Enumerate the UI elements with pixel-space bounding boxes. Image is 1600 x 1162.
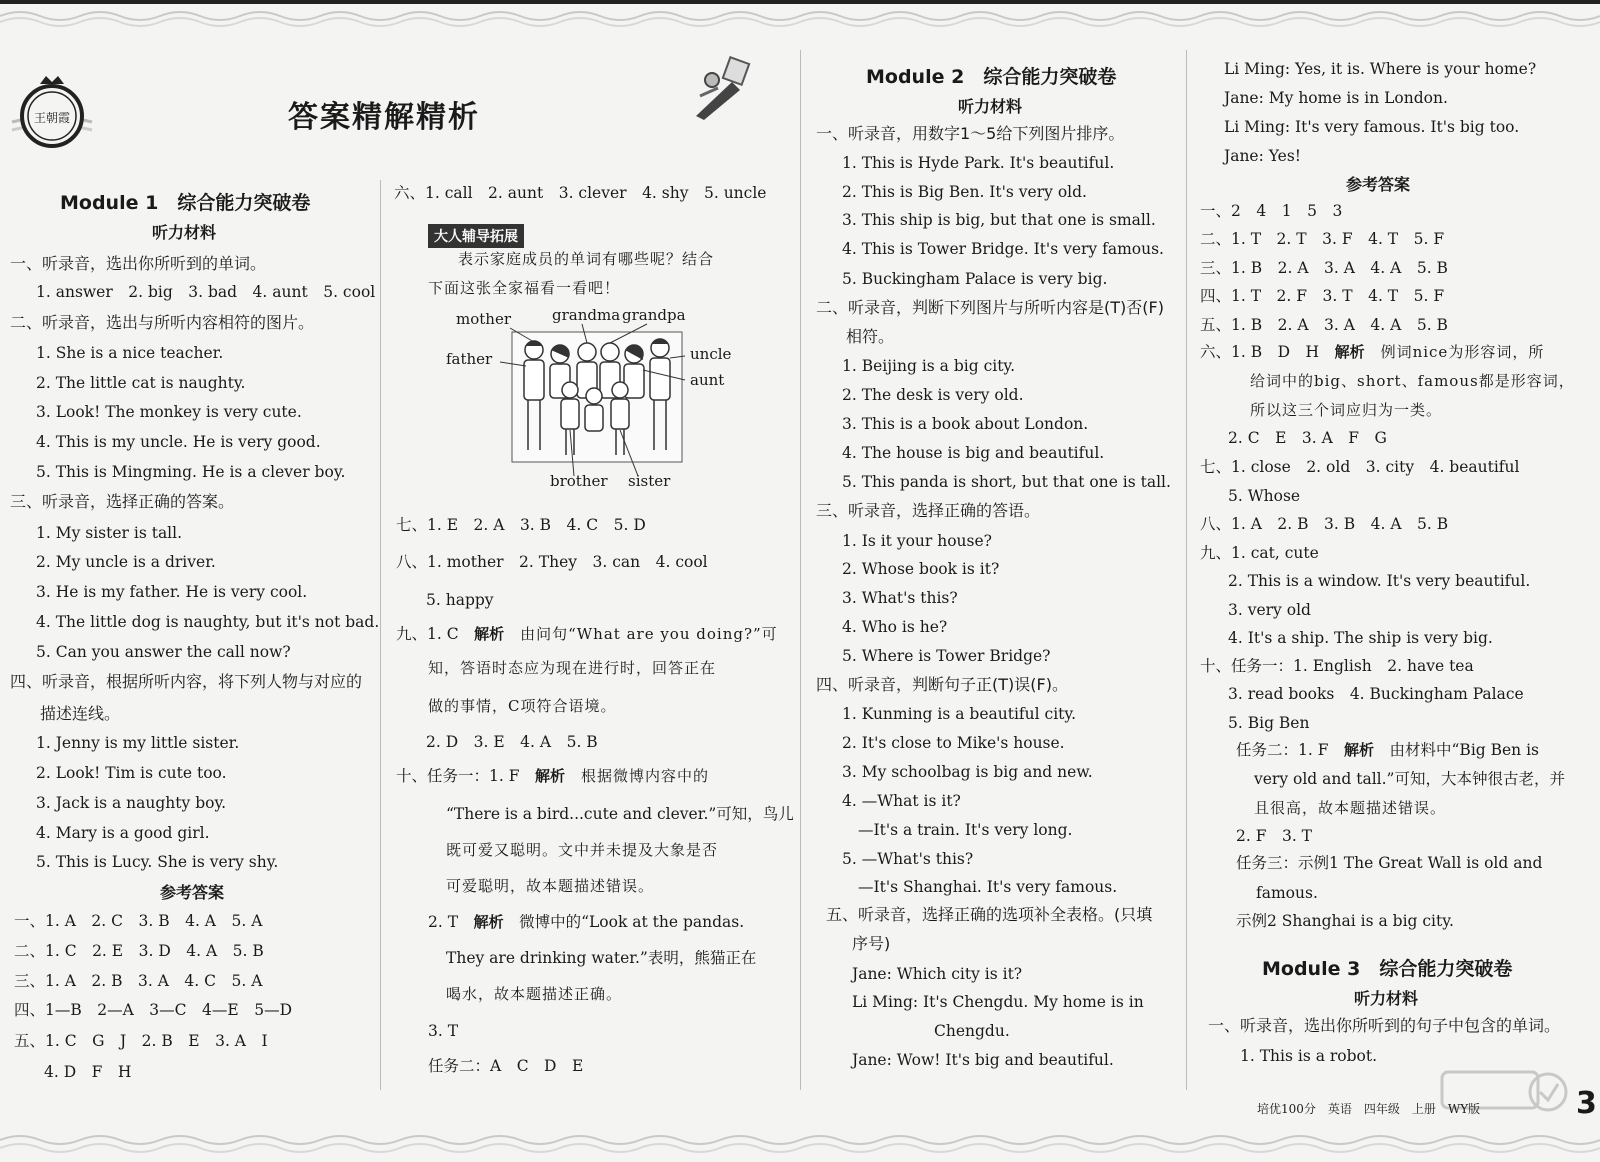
col2-line [428,912,744,932]
col4-line: 1. This is a robot. [1240,1047,1378,1065]
bottom-wave-border [0,1128,1600,1162]
col3-line: 一、听录音，用数字1～5给下列图片排序。 [816,124,1125,143]
analysis-label: 解析 [474,625,505,643]
col4-line: 且很高，故本题描述错误。 [1254,799,1447,817]
col2-line: They are drinking water.”表明，熊猫正在 [446,949,757,967]
col3-line: Jane: Which city is it? [852,965,1023,983]
col2-line: 任务二：A C D E [428,1057,584,1075]
col3-line: 四、听录音，判断句子正(T)误(F)。 [816,675,1068,694]
col2-line: 表示家庭成员的单词有哪些呢？结合 [458,250,715,268]
col4-line: 3. very old [1228,601,1311,619]
col1-line: 3. Jack is a naughty boy. [36,794,227,812]
col1-line: 2. The little cat is naughty. [36,374,246,392]
col1-line: 1. answer 2. big 3. bad 4. aunt 5. cool [36,283,376,301]
col1-line: 5. This is Mingming. He is a clever boy. [36,463,346,481]
family-label-aunt: aunt [690,371,725,389]
col4-line: Jane: Yes! [1224,147,1302,165]
col4-line: 4. It's a ship. The ship is very big. [1228,629,1493,647]
col3-line: 4. This is Tower Bridge. It's very famous. [842,240,1164,258]
col4-answer: 五、1. B 2. A 3. A 4. A 5. B [1200,316,1448,334]
col1-line: 2. My uncle is a driver. [36,553,216,571]
col1-line: 1. Jenny is my little sister. [36,734,240,752]
col3-line: 相符。 [846,327,895,346]
family-label-grandpa: grandpa [622,306,686,324]
col4-line: 5. Whose [1228,487,1301,505]
family-label-brother: brother [550,472,608,490]
col3-line: 2. It's close to Mike's house. [842,734,1065,752]
col3-line: 5. Buckingham Palace is very big. [842,270,1108,288]
col1-line: 三、听录音，选择正确的答案。 [10,492,235,511]
module1-listening-heading: 听力材料 [152,223,217,242]
col4-line: 任务三：示例1 The Great Wall is old and [1236,854,1543,872]
page-number: 3 [1576,1086,1597,1121]
col1-line: 二、听录音，选出与所听内容相符的图片。 [10,313,315,332]
column-divider [380,180,381,1090]
q10-task2-analysis: 由材料中“Big Ben is [1374,741,1540,759]
col3-line: —It's Shanghai. It's very famous. [858,878,1118,896]
family-label-sister: sister [628,472,671,490]
col2-line: 可爱聪明，故本题描述错误。 [446,877,655,895]
col3-line: 5. Where is Tower Bridge? [842,647,1051,665]
q10-task2-answer: 任务二：1. F [1236,741,1344,759]
col1-line: 描述连线。 [40,704,121,723]
col3-line: 2. Whose book is it? [842,560,1000,578]
col3-line: 三、听录音，选择正确的答语。 [816,501,1041,520]
col4-line: very old and tall.”可知，大本钟很古老，并 [1254,770,1565,788]
col4-line: 九、1. cat, cute [1200,544,1319,562]
col4-line [1236,740,1539,760]
col2-line: 七、1. E 2. A 3. B 4. C 5. D [396,516,646,534]
col1-answer: 一、1. A 2. C 3. B 4. A 5. A [14,912,263,930]
col2-line: 喝水，故本题描述正确。 [446,985,623,1003]
page-title: 答案精解精析 [288,100,480,135]
q6-answer: 六、1. B D H [1200,343,1335,361]
col2-line: 5. happy [426,591,494,609]
family-label-grandma: grandma [552,306,621,324]
analysis-label: 解析 [1334,343,1365,361]
col3-line: —It's a train. It's very long. [858,821,1073,839]
col1-line: 3. Look! The monkey is very cute. [36,403,302,421]
analysis-label: 解析 [1343,741,1374,759]
col3-line: 3. What's this? [842,589,958,607]
family-label-uncle: uncle [690,345,732,363]
col3-line: 4. Who is he? [842,618,948,636]
svg-text:王朝霞: 王朝霞 [33,111,71,125]
col4-line: 十、任务一：1. English 2. have tea [1200,657,1474,675]
col1-line: 一、听录音，选出你所听到的单词。 [10,254,267,273]
col1-answers-heading: 参考答案 [160,883,225,902]
col3-line: Jane: Wow! It's big and beautiful. [852,1051,1114,1069]
col2-line: 六、1. call 2. aunt 3. clever 4. shy 5. uncle [394,184,767,202]
col4-answer: 二、1. T 2. T 3. F 4. T 5. F [1200,230,1445,248]
col1-line: 3. He is my father. He is very cool. [36,583,308,601]
q6-analysis: 例词nice为形容词，所 [1364,343,1545,361]
col3-line: 5. This panda is short, but that one is tall. [842,473,1171,491]
col3-line: 序号) [852,934,891,953]
col1-answer: 三、1. A 2. B 3. A 4. C 5. A [14,972,263,990]
col3-line: 1. This is Hyde Park. It's beautiful. [842,154,1115,172]
col3-line: 4. The house is big and beautiful. [842,444,1105,462]
col4-line: 2. C E 3. A F G [1228,429,1387,447]
col4-answer: 一、2 4 1 5 3 [1200,202,1343,220]
module2-title: Module 2 综合能力突破卷 [866,66,1117,88]
col3-line: 4. —What is it? [842,792,961,810]
col2-line: 3. T [428,1022,459,1040]
family-portrait-illustration [442,310,782,500]
col3-line: Li Ming: It's Chengdu. My home is in [852,993,1144,1011]
col1-line: 5. This is Lucy. She is very shy. [36,853,279,871]
watermark-icon [1440,1068,1570,1128]
col3-line: 5. —What's this? [842,850,974,868]
stationery-illustration-icon [692,56,762,122]
col4-line: 示例2 Shanghai is a big city. [1236,912,1454,930]
col3-line: 2. The desk is very old. [842,386,1024,404]
col1-line: 1. My sister is tall. [36,524,183,542]
module3-listening-heading: 听力材料 [1354,989,1419,1008]
col1-line: 4. Mary is a good girl. [36,824,210,842]
col4-answer: 三、1. B 2. A 3. A 4. A 5. B [1200,259,1448,277]
col2-line: 下面这张全家福看一看吧！ [428,279,621,297]
col3-line: Chengdu. [934,1022,1010,1040]
q10-task1-2-analysis: 微博中的“Look at the pandas. [503,913,745,931]
col1-answer: 二、1. C 2. E 3. D 4. A 5. B [14,942,264,960]
col4-line: Jane: My home is in London. [1224,89,1448,107]
col3-line: 1. Is it your house? [842,532,992,550]
col4-answer: 四、1. T 2. F 3. T 4. T 5. F [1200,287,1445,305]
col4-line [1200,342,1544,362]
page-footer: 培优100分 英语 四年级 上册 WY版 [1257,1102,1481,1116]
col1-line: 1. She is a nice teacher. [36,344,224,362]
col1-answer: 五、1. C G J 2. B E 3. A I [14,1032,268,1050]
publisher-logo-icon [10,74,94,154]
col4-line: 2. This is a window. It's very beautiful. [1228,572,1531,590]
family-label-mother: mother [456,310,511,328]
col2-line: 八、1. mother 2. They 3. can 4. cool [396,553,708,571]
q9-answer: 九、1. C [396,625,475,643]
q10-task1-analysis: 根据微博内容中的 [565,767,710,785]
col3-line: 1. Beijing is a big city. [842,357,1016,375]
analysis-label: 解析 [534,767,565,785]
col3-line: 二、听录音，判断下列图片与所听内容是(T)否(F) [816,298,1164,317]
col3-line: 1. Kunming is a beautiful city. [842,705,1077,723]
col4-line: Li Ming: It's very famous. It's big too. [1224,118,1520,136]
col4-line: 5. Big Ben [1228,714,1310,732]
col1-answer: 4. D F H [44,1063,132,1081]
col4-line: 七、1. close 2. old 3. city 4. beautiful [1200,458,1520,476]
col2-line: 既可爱又聪明。文中并未提及大象是否 [446,841,719,859]
col2-line: 做的事情，C项符合语境。 [428,697,617,715]
col4-line: 所以这三个词应归为一类。 [1250,401,1443,419]
col2-line [396,766,709,786]
analysis-label: 解析 [473,913,504,931]
q9-analysis: 由问句“What are you doing?”可 [504,625,778,643]
q10-task1-2-answer: 2. T [428,913,474,931]
top-wave-border [0,0,1600,30]
col4-line: 给词中的big、short、famous都是形容词， [1250,372,1575,390]
col3-line: 3. My schoolbag is big and new. [842,763,1093,781]
col3-line: 2. This is Big Ben. It's very old. [842,183,1087,201]
col1-line: 四、听录音，根据所听内容，将下列人物与对应的 [10,672,363,691]
col4-line: 3. read books 4. Buckingham Palace [1228,685,1524,703]
col4-answers-heading: 参考答案 [1346,175,1411,194]
q10-task1-answer: 十、任务一：1. F [396,767,535,785]
module2-listening-heading: 听力材料 [958,97,1023,116]
col1-answer: 四、1—B 2—A 3—C 4—E 5—D [14,1001,292,1019]
col3-line: 3. This ship is big, but that one is small. [842,211,1156,229]
col1-line: 5. Can you answer the call now? [36,643,291,661]
column-divider [1186,50,1187,1090]
family-label-father: father [446,350,493,368]
col2-line: 2. D 3. E 4. A 5. B [426,733,598,751]
column-divider [800,50,801,1090]
col4-line: 一、听录音，选出你所听到的句子中包含的单词。 [1208,1016,1561,1035]
col3-line: 五、听录音，选择正确的选项补全表格。(只填 [826,905,1153,924]
col4-line: Li Ming: Yes, it is. Where is your home? [1224,60,1537,78]
module3-title: Module 3 综合能力突破卷 [1262,958,1513,980]
col4-line: 2. F 3. T [1236,827,1313,845]
col1-line: 4. This is my uncle. He is very good. [36,433,321,451]
col2-line [396,624,778,644]
tutor-extension-badge: 大人辅导拓展 [428,224,524,248]
col4-line: famous. [1256,884,1318,902]
col1-line: 2. Look! Tim is cute too. [36,764,227,782]
module1-title: Module 1 综合能力突破卷 [60,192,311,214]
col1-line: 4. The little dog is naughty, but it's not bad. [36,613,380,631]
col2-line: 知，答语时态应为现在进行时，回答正在 [428,659,717,677]
col4-line: 八、1. A 2. B 3. B 4. A 5. B [1200,515,1449,533]
col3-line: 3. This is a book about London. [842,415,1089,433]
col2-line: “There is a bird...cute and clever.”可知，鸟儿 [446,805,794,823]
